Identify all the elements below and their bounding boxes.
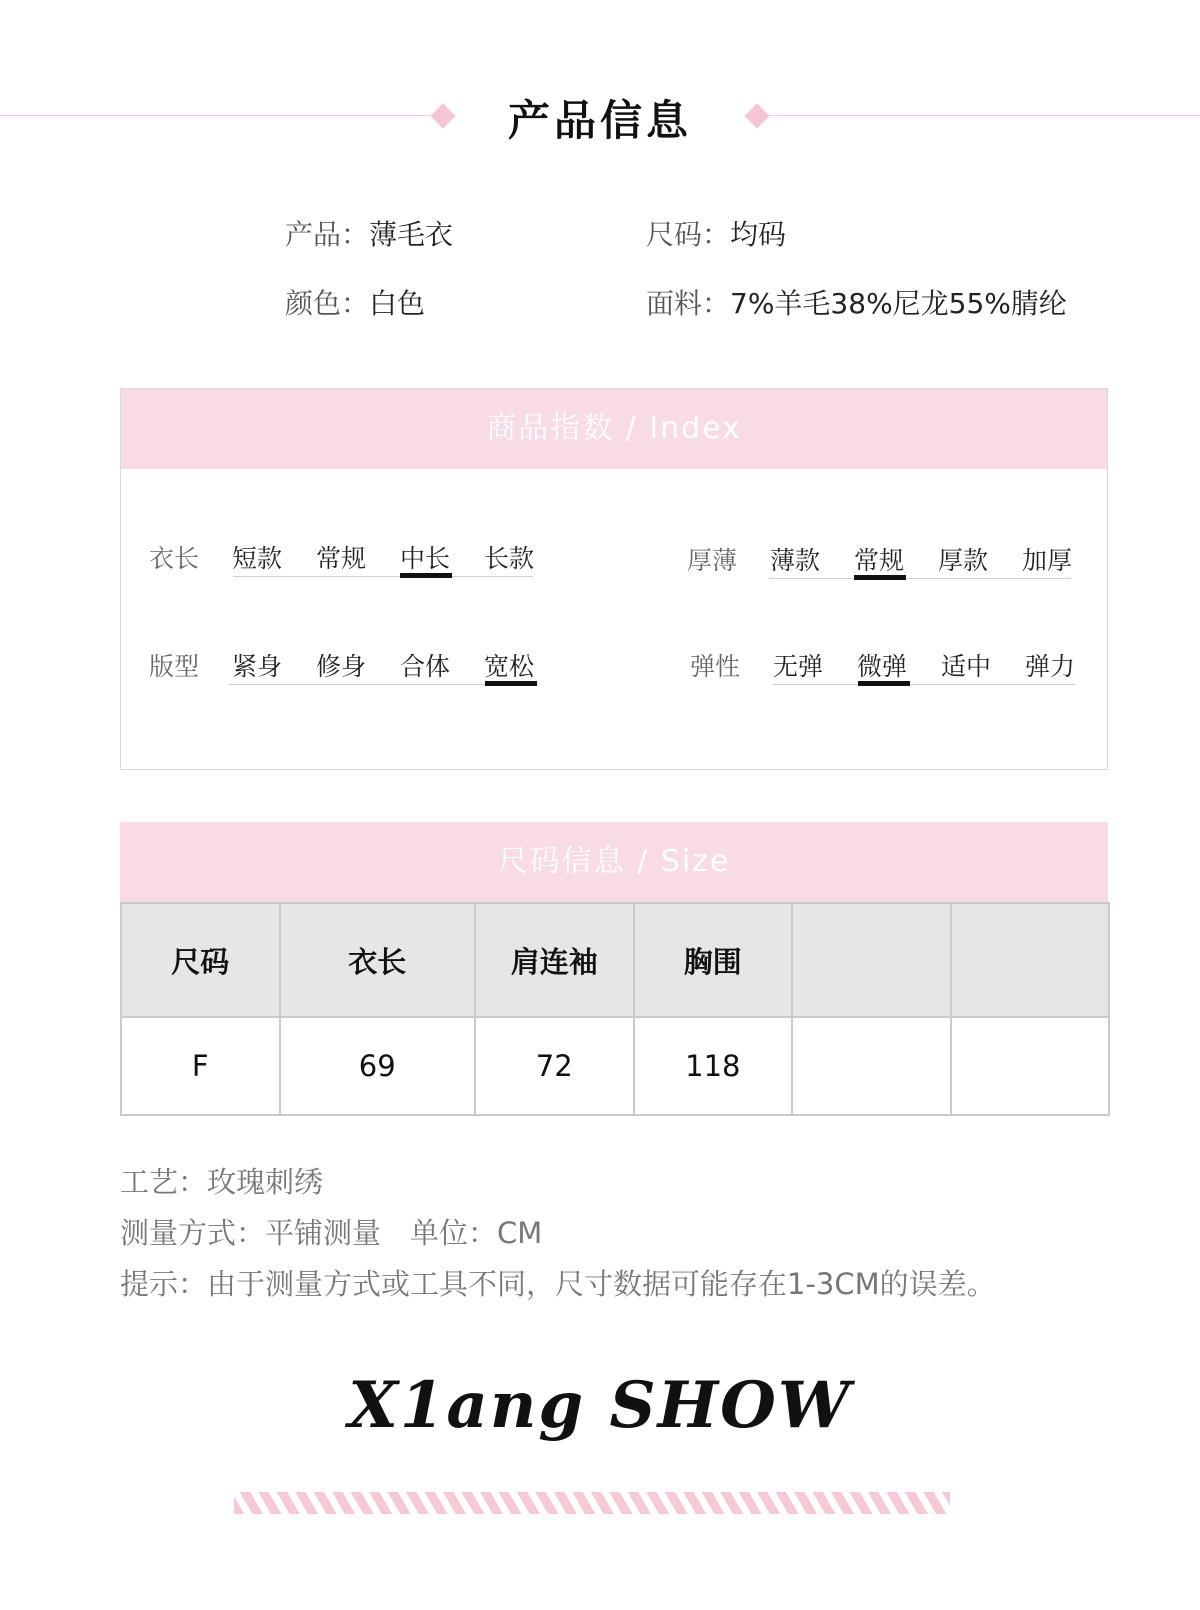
table-header-row (121, 903, 1109, 1017)
decorative-stripe (234, 1492, 950, 1514)
index-option: 常规 (315, 544, 366, 573)
info-label: 产品： (285, 218, 370, 251)
size-table (120, 902, 1110, 1116)
table-cell (792, 1017, 950, 1115)
info-product (285, 213, 453, 253)
index-selected-marker (854, 575, 906, 580)
index-option: 弹力 (1024, 652, 1075, 681)
index-option: 修身 (315, 652, 366, 681)
index-option: 适中 (940, 652, 991, 681)
index-track-length (233, 576, 533, 577)
index-option: 中长 (399, 544, 450, 573)
info-size (646, 213, 786, 253)
table-header-cell (792, 903, 950, 1017)
table-row (121, 1017, 1109, 1115)
info-value: 均码 (730, 218, 787, 251)
index-option: 紧身 (231, 652, 282, 681)
index-option: 厚款 (937, 546, 988, 575)
info-label: 面料： (646, 287, 731, 320)
table-header-cell: 衣长 (280, 903, 475, 1017)
index-track-elasticity (773, 684, 1075, 685)
index-label-fit: 版型 (149, 652, 200, 681)
index-option: 短款 (231, 544, 282, 573)
table-header-cell: 胸围 (634, 903, 793, 1017)
table-cell: F (121, 1017, 280, 1115)
index-option: 长款 (483, 544, 534, 573)
table-cell (951, 1017, 1109, 1115)
index-options-elasticity (756, 647, 1092, 683)
index-option: 微弹 (856, 652, 907, 681)
table-header-cell (951, 903, 1109, 1017)
table-header-cell: 肩连袖 (475, 903, 634, 1017)
index-label-thickness: 厚薄 (687, 546, 738, 575)
index-options-length (215, 539, 551, 575)
table-cell: 118 (634, 1017, 793, 1115)
index-options-thickness (753, 541, 1089, 577)
info-value: 白色 (369, 287, 426, 320)
index-option: 常规 (853, 546, 904, 575)
index-option: 合体 (399, 652, 450, 681)
index-selected-marker (858, 681, 910, 686)
info-label: 颜色： (285, 287, 370, 320)
info-value: 薄毛衣 (369, 218, 454, 251)
index-selected-marker (400, 573, 452, 578)
note-craft: 工艺：玫瑰刺绣 (120, 1165, 324, 1199)
index-selected-marker (485, 681, 537, 686)
size-panel-title: 尺码信息 / Size (120, 822, 1108, 902)
page-title: 产品信息 (507, 96, 692, 145)
info-color (285, 282, 425, 322)
table-cell: 72 (475, 1017, 634, 1115)
info-value: 7%羊毛38%尼龙55%腈纶 (730, 287, 1067, 320)
index-label-elasticity: 弹性 (690, 652, 741, 681)
table-header-cell: 尺码 (121, 903, 280, 1017)
index-option: 无弹 (772, 652, 823, 681)
note-measurement: 测量方式：平铺测量 单位：CM (120, 1216, 543, 1250)
index-options-fit (215, 647, 551, 683)
brand-logo: X1ang SHOW (348, 1368, 852, 1443)
note-tip: 提示：由于测量方式或工具不同，尺寸数据可能存在1-3CM的误差。 (120, 1267, 996, 1301)
table-cell: 69 (280, 1017, 475, 1115)
index-track-thickness (769, 578, 1071, 579)
info-label: 尺码： (646, 218, 731, 251)
index-label-length: 衣长 (149, 544, 200, 573)
index-panel (120, 388, 1108, 770)
index-panel-title: 商品指数 / Index (121, 389, 1107, 469)
info-fabric (646, 282, 1067, 322)
index-option: 薄款 (769, 546, 820, 575)
index-option: 宽松 (483, 652, 534, 681)
index-option: 加厚 (1021, 546, 1072, 575)
